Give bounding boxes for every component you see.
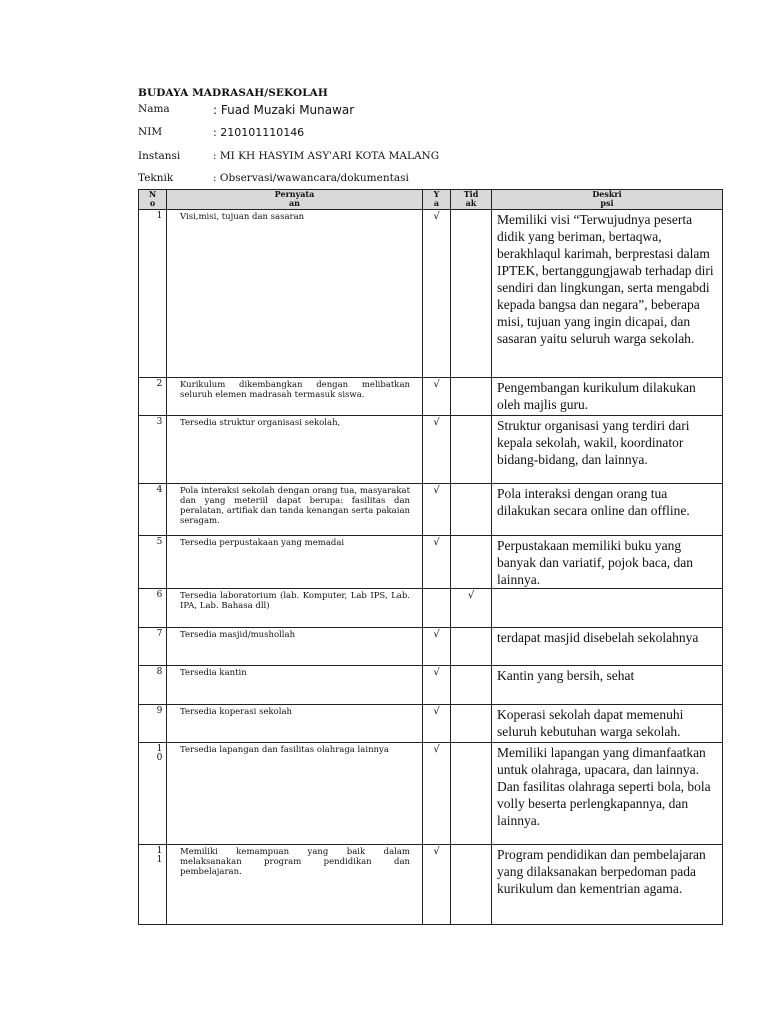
row-ya-check: √ — [423, 628, 451, 666]
row-tidak-check — [451, 416, 492, 484]
header-ya: Y a — [423, 190, 451, 210]
row-tidak-check — [451, 536, 492, 589]
row-statement: Tersedia perpustakaan yang memadai — [167, 536, 423, 589]
row-number: 6 — [139, 589, 167, 628]
row-ya-check: √ — [423, 536, 451, 589]
row-description: terdapat masjid disebelah sekolahnya — [492, 628, 723, 666]
row-ya-check: √ — [423, 378, 451, 416]
row-tidak-check: √ — [451, 589, 492, 628]
row-ya-check: √ — [423, 666, 451, 705]
row-description: Pola interaksi dengan orang tua dilakukan secara online dan offline. — [492, 484, 723, 536]
row-description: Memiliki visi “Terwujudnya peserta didik yang beriman, bertaqwa, berakhlaqul karimah, berprestasi dalam IPTEK, bertanggungjawab terhadap diri sendiri dan lingkungan, serta mengabdi kepada bangsa dan negara”, beberapa misi, tujuan yang ingin dicapai, dan sasaran yaitu seluruh warga sekolah. — [492, 210, 723, 378]
row-number: 8 — [139, 666, 167, 705]
header-no: N o — [139, 190, 167, 210]
header-pernyataan: Pernyata an — [167, 190, 423, 210]
row-number: 5 — [139, 536, 167, 589]
table-row — [139, 416, 723, 484]
teknik-label: Teknik — [138, 172, 174, 184]
row-number: 1 — [139, 210, 167, 378]
row-tidak-check — [451, 666, 492, 705]
row-ya-check: √ — [423, 416, 451, 484]
culture-table — [138, 189, 723, 925]
row-tidak-check — [451, 743, 492, 845]
row-statement: Tersedia koperasi sekolah — [167, 705, 423, 743]
row-number: 3 — [139, 416, 167, 484]
table-header-row — [139, 190, 723, 210]
row-statement: Tersedia masjid/mushollah — [167, 628, 423, 666]
row-description: Program pendidikan dan pembelajaran yang dilaksanakan berpedoman pada kurikulum dan kementrian agama. — [492, 845, 723, 925]
row-tidak-check — [451, 378, 492, 416]
table-row — [139, 589, 723, 628]
nim-label: NIM — [138, 126, 163, 138]
row-tidak-check — [451, 628, 492, 666]
row-description — [492, 589, 723, 628]
table-row — [139, 210, 723, 378]
nama-label: Nama — [138, 103, 170, 115]
row-number: 4 — [139, 484, 167, 536]
document-title: BUDAYA MADRASAH/SEKOLAH — [138, 87, 328, 99]
row-ya-check: √ — [423, 743, 451, 845]
row-description: Perpustakaan memiliki buku yang banyak dan variatif, pojok baca, dan lainnya. — [492, 536, 723, 589]
instansi-value: : MI KH HASYIM ASY'ARI KOTA MALANG — [213, 150, 440, 162]
row-tidak-check — [451, 484, 492, 536]
row-statement: Kurikulum dikembangkan dengan melibatkan seluruh elemen madrasah termasuk siswa. — [167, 378, 423, 416]
nim-value: : 210101110146 — [213, 126, 305, 139]
row-number: 2 — [139, 378, 167, 416]
row-statement: Tersedia struktur organisasi sekolah, — [167, 416, 423, 484]
table-row — [139, 536, 723, 589]
row-number: 1 0 — [139, 743, 167, 845]
row-ya-check — [423, 589, 451, 628]
nama-value: : Fuad Muzaki Munawar — [213, 103, 355, 117]
row-number: 1 1 — [139, 845, 167, 925]
row-number: 9 — [139, 705, 167, 743]
row-tidak-check — [451, 845, 492, 925]
row-ya-check: √ — [423, 210, 451, 378]
table-row — [139, 705, 723, 743]
row-statement: Memiliki kemampuan yang baik dalam melaksanakan program pendidikan dan pembelajaran. — [167, 845, 423, 925]
row-description: Pengembangan kurikulum dilakukan oleh majlis guru. — [492, 378, 723, 416]
row-description: Kantin yang bersih, sehat — [492, 666, 723, 705]
table-row — [139, 484, 723, 536]
teknik-value: : Observasi/wawancara/dokumentasi — [213, 172, 409, 184]
row-description: Koperasi sekolah dapat memenuhi seluruh kebutuhan warga sekolah. — [492, 705, 723, 743]
row-statement: Visi,misi, tujuan dan sasaran — [167, 210, 423, 378]
instansi-label: Instansi — [138, 150, 181, 162]
table-row — [139, 378, 723, 416]
header-tidak: Tid ak — [451, 190, 492, 210]
row-statement: Pola interaksi sekolah dengan orang tua, masyarakat dan yang meteriil dapat berupa: fasilitas dan peralatan, artifiak dan tanda kenangan serta pakaian seragam. — [167, 484, 423, 536]
row-statement: Tersedia kantin — [167, 666, 423, 705]
row-ya-check: √ — [423, 705, 451, 743]
row-description: Struktur organisasi yang terdiri dari kepala sekolah, wakil, koordinator bidang-bidang, dan lainnya. — [492, 416, 723, 484]
row-ya-check: √ — [423, 484, 451, 536]
table-row — [139, 743, 723, 845]
row-statement: Tersedia lapangan dan fasilitas olahraga lainnya — [167, 743, 423, 845]
header-deskripsi: Deskri psi — [492, 190, 723, 210]
table-row — [139, 845, 723, 925]
row-number: 7 — [139, 628, 167, 666]
row-description: Memiliki lapangan yang dimanfaatkan untuk olahraga, upacara, dan lainnya. Dan fasilitas olahraga seperti bola, bola volly beserta perlengkapannya, dan lainnya. — [492, 743, 723, 845]
table-row — [139, 628, 723, 666]
row-tidak-check — [451, 210, 492, 378]
row-ya-check: √ — [423, 845, 451, 925]
table-row — [139, 666, 723, 705]
row-tidak-check — [451, 705, 492, 743]
row-statement: Tersedia laboratorium (lab. Komputer, Lab IPS, Lab. IPA, Lab. Bahasa dll) — [167, 589, 423, 628]
